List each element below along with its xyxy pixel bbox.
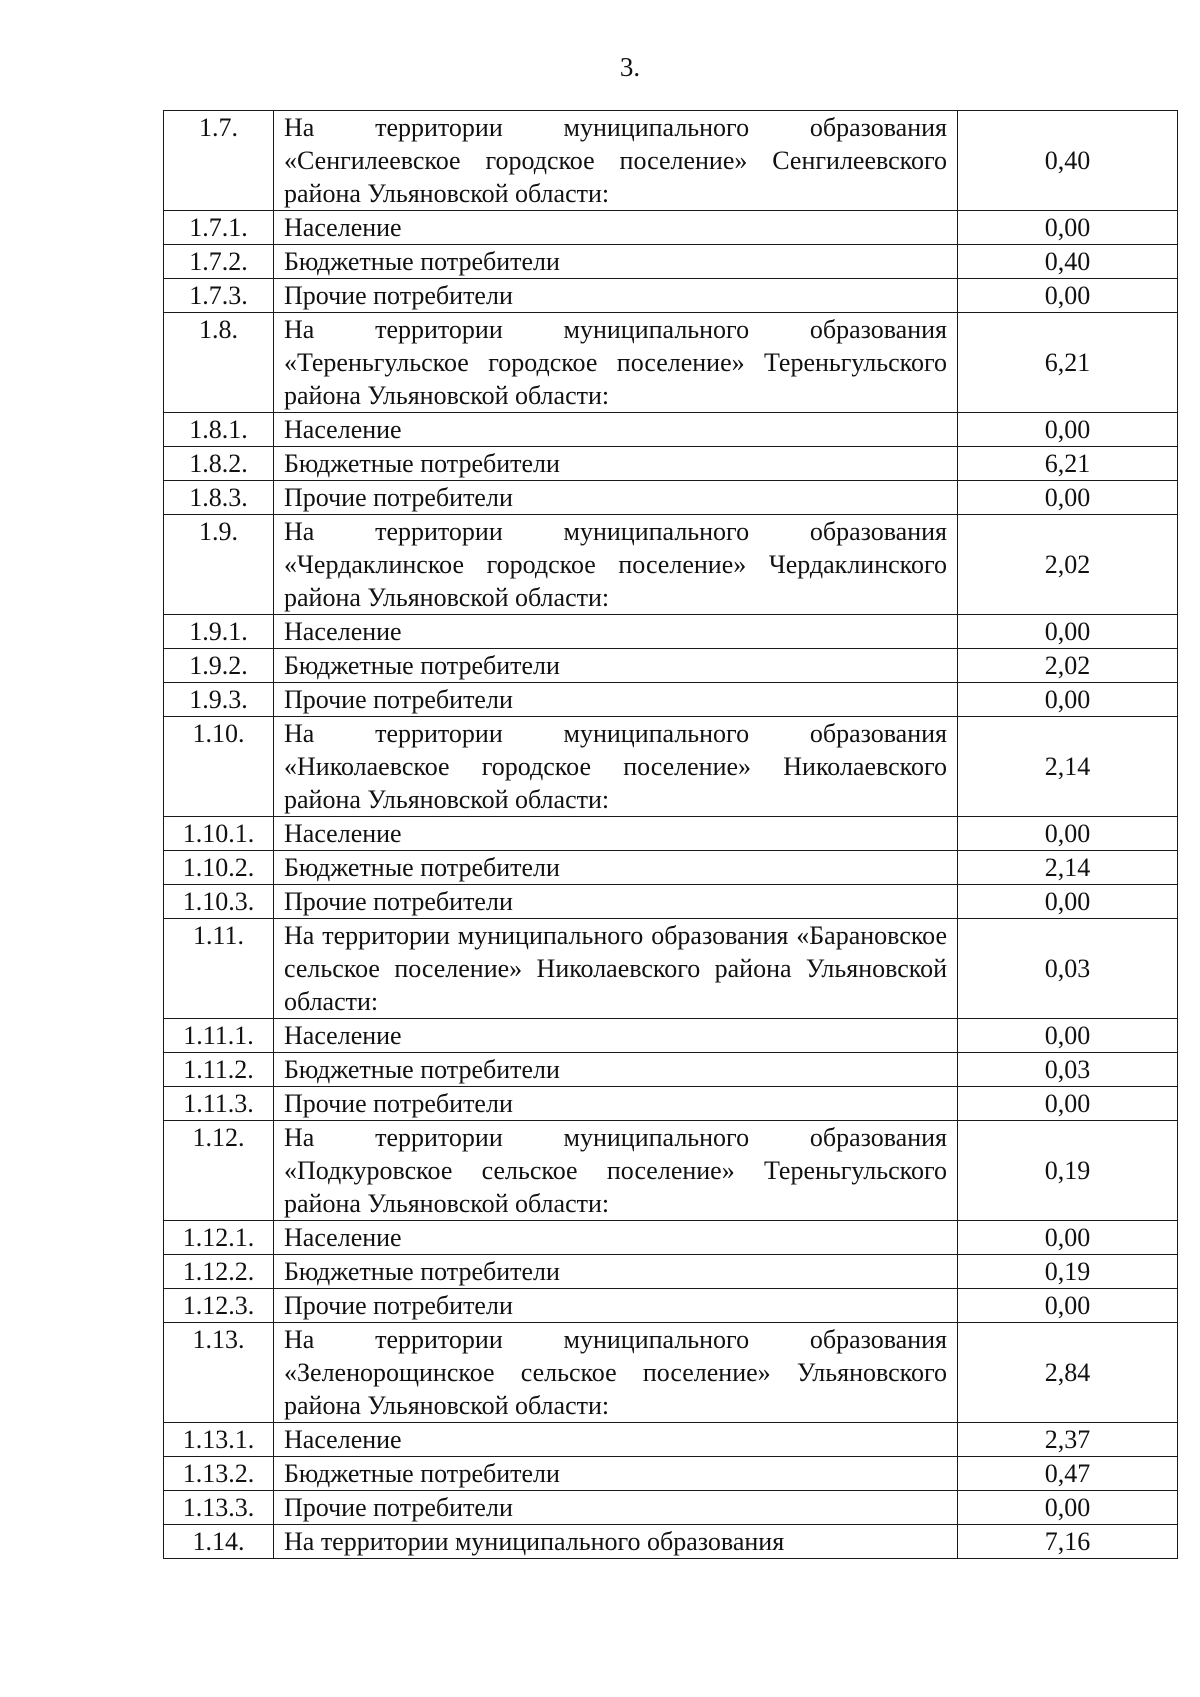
- table-row: [164, 413, 1178, 447]
- row-value: 0,00: [958, 615, 1178, 649]
- table-row: [164, 649, 1178, 683]
- consumer-category: Бюджетные потребители: [274, 649, 958, 683]
- row-number: 1.9.3.: [164, 683, 274, 717]
- table-body: [164, 111, 1178, 1559]
- consumer-category: Бюджетные потребители: [274, 447, 958, 481]
- row-value: 0,00: [958, 1221, 1178, 1255]
- row-number: 1.7.1.: [164, 211, 274, 245]
- row-number: 1.7.: [164, 111, 274, 211]
- row-value: 0,00: [958, 481, 1178, 515]
- table-row: [164, 1053, 1178, 1087]
- section-row: [164, 515, 1178, 615]
- row-number: 1.12.: [164, 1121, 274, 1221]
- consumer-category: Прочие потребители: [274, 683, 958, 717]
- row-value: 0,19: [958, 1255, 1178, 1289]
- section-description: На территории муниципального образования: [274, 1525, 958, 1559]
- section-description: На территории муниципального образования «Зеленорощинское сельское поселение» Ульяновского района Ульяновской области:: [274, 1323, 958, 1423]
- row-number: 1.13.3.: [164, 1491, 274, 1525]
- row-number: 1.7.3.: [164, 279, 274, 313]
- page-number: 3.: [619, 52, 641, 82]
- row-value: 2,02: [958, 649, 1178, 683]
- row-value: 0,00: [958, 413, 1178, 447]
- table-row: [164, 615, 1178, 649]
- row-number: 1.13.2.: [164, 1457, 274, 1491]
- consumer-category: Прочие потребители: [274, 481, 958, 515]
- row-value: 6,21: [958, 313, 1178, 413]
- consumer-category: Население: [274, 615, 958, 649]
- row-number: 1.9.1.: [164, 615, 274, 649]
- table-row: [164, 851, 1178, 885]
- table-row: [164, 245, 1178, 279]
- consumer-category: Бюджетные потребители: [274, 851, 958, 885]
- row-value: 0,00: [958, 211, 1178, 245]
- consumer-category: Население: [274, 1019, 958, 1053]
- section-row: [164, 313, 1178, 413]
- consumer-category: Прочие потребители: [274, 1289, 958, 1323]
- consumer-category: Бюджетные потребители: [274, 245, 958, 279]
- row-value: 6,21: [958, 447, 1178, 481]
- row-value: 0,00: [958, 817, 1178, 851]
- row-number: 1.11.: [164, 919, 274, 1019]
- table-row: [164, 1457, 1178, 1491]
- row-number: 1.9.: [164, 515, 274, 615]
- table-row: [164, 1491, 1178, 1525]
- row-value: 7,16: [958, 1525, 1178, 1559]
- section-row: [164, 717, 1178, 817]
- consumer-category: Прочие потребители: [274, 885, 958, 919]
- consumer-category: Прочие потребители: [274, 1491, 958, 1525]
- row-value: 0,00: [958, 1289, 1178, 1323]
- row-number: 1.8.3.: [164, 481, 274, 515]
- table-row: [164, 1019, 1178, 1053]
- row-number: 1.11.2.: [164, 1053, 274, 1087]
- row-number: 1.10.2.: [164, 851, 274, 885]
- row-number: 1.9.2.: [164, 649, 274, 683]
- row-value: 2,14: [958, 851, 1178, 885]
- consumer-category: Прочие потребители: [274, 1087, 958, 1121]
- row-number: 1.10.3.: [164, 885, 274, 919]
- row-value: 0,00: [958, 1491, 1178, 1525]
- row-value: 0,00: [958, 1019, 1178, 1053]
- row-number: 1.12.3.: [164, 1289, 274, 1323]
- section-row: [164, 1525, 1178, 1559]
- row-number: 1.14.: [164, 1525, 274, 1559]
- tariff-table: [163, 110, 1178, 1559]
- row-value: 0,00: [958, 1087, 1178, 1121]
- row-number: 1.11.1.: [164, 1019, 274, 1053]
- consumer-category: Бюджетные потребители: [274, 1053, 958, 1087]
- row-number: 1.8.: [164, 313, 274, 413]
- consumer-category: Бюджетные потребители: [274, 1457, 958, 1491]
- section-description: На территории муниципального образования «Сенгилеевское городское поселение» Сенгилеевского района Ульяновской области:: [274, 111, 958, 211]
- table-row: [164, 1423, 1178, 1457]
- table-row: [164, 1221, 1178, 1255]
- row-value: 0,00: [958, 683, 1178, 717]
- table-row: [164, 279, 1178, 313]
- row-number: 1.12.1.: [164, 1221, 274, 1255]
- row-number: 1.7.2.: [164, 245, 274, 279]
- row-number: 1.11.3.: [164, 1087, 274, 1121]
- section-description: На территории муниципального образования «Николаевское городское поселение» Николаевского района Ульяновской области:: [274, 717, 958, 817]
- table-row: [164, 481, 1178, 515]
- section-description: На территории муниципального образования «Барановское сельское поселение» Николаевского района Ульяновской области:: [274, 919, 958, 1019]
- section-description: На территории муниципального образования «Тереньгульское городское поселение» Тереньгульского района Ульяновской области:: [274, 313, 958, 413]
- table-row: [164, 1289, 1178, 1323]
- section-row: [164, 111, 1178, 211]
- table-row: [164, 885, 1178, 919]
- row-number: 1.8.2.: [164, 447, 274, 481]
- row-value: 0,03: [958, 919, 1178, 1019]
- row-number: 1.13.: [164, 1323, 274, 1423]
- row-number: 1.13.1.: [164, 1423, 274, 1457]
- section-description: На территории муниципального образования «Чердаклинское городское поселение» Чердаклинского района Ульяновской области:: [274, 515, 958, 615]
- row-value: 0,40: [958, 245, 1178, 279]
- table-row: [164, 817, 1178, 851]
- section-description: На территории муниципального образования «Подкуровское сельское поселение» Тереньгульского района Ульяновской области:: [274, 1121, 958, 1221]
- section-row: [164, 1323, 1178, 1423]
- consumer-category: Население: [274, 1221, 958, 1255]
- table-row: [164, 211, 1178, 245]
- consumer-category: Население: [274, 1423, 958, 1457]
- row-number: 1.10.1.: [164, 817, 274, 851]
- row-value: 0,00: [958, 279, 1178, 313]
- consumer-category: Население: [274, 817, 958, 851]
- table-row: [164, 683, 1178, 717]
- consumer-category: Прочие потребители: [274, 279, 958, 313]
- table-row: [164, 1087, 1178, 1121]
- row-number: 1.8.1.: [164, 413, 274, 447]
- section-row: [164, 919, 1178, 1019]
- consumer-category: Бюджетные потребители: [274, 1255, 958, 1289]
- consumer-category: Население: [274, 413, 958, 447]
- row-value: 2,84: [958, 1323, 1178, 1423]
- section-row: [164, 1121, 1178, 1221]
- row-value: 0,03: [958, 1053, 1178, 1087]
- row-value: 2,37: [958, 1423, 1178, 1457]
- row-number: 1.12.2.: [164, 1255, 274, 1289]
- table-row: [164, 1255, 1178, 1289]
- consumer-category: Население: [274, 211, 958, 245]
- row-value: 0,19: [958, 1121, 1178, 1221]
- row-value: 2,14: [958, 717, 1178, 817]
- row-value: 2,02: [958, 515, 1178, 615]
- row-value: 0,00: [958, 885, 1178, 919]
- row-value: 0,47: [958, 1457, 1178, 1491]
- row-number: 1.10.: [164, 717, 274, 817]
- table-row: [164, 447, 1178, 481]
- row-value: 0,40: [958, 111, 1178, 211]
